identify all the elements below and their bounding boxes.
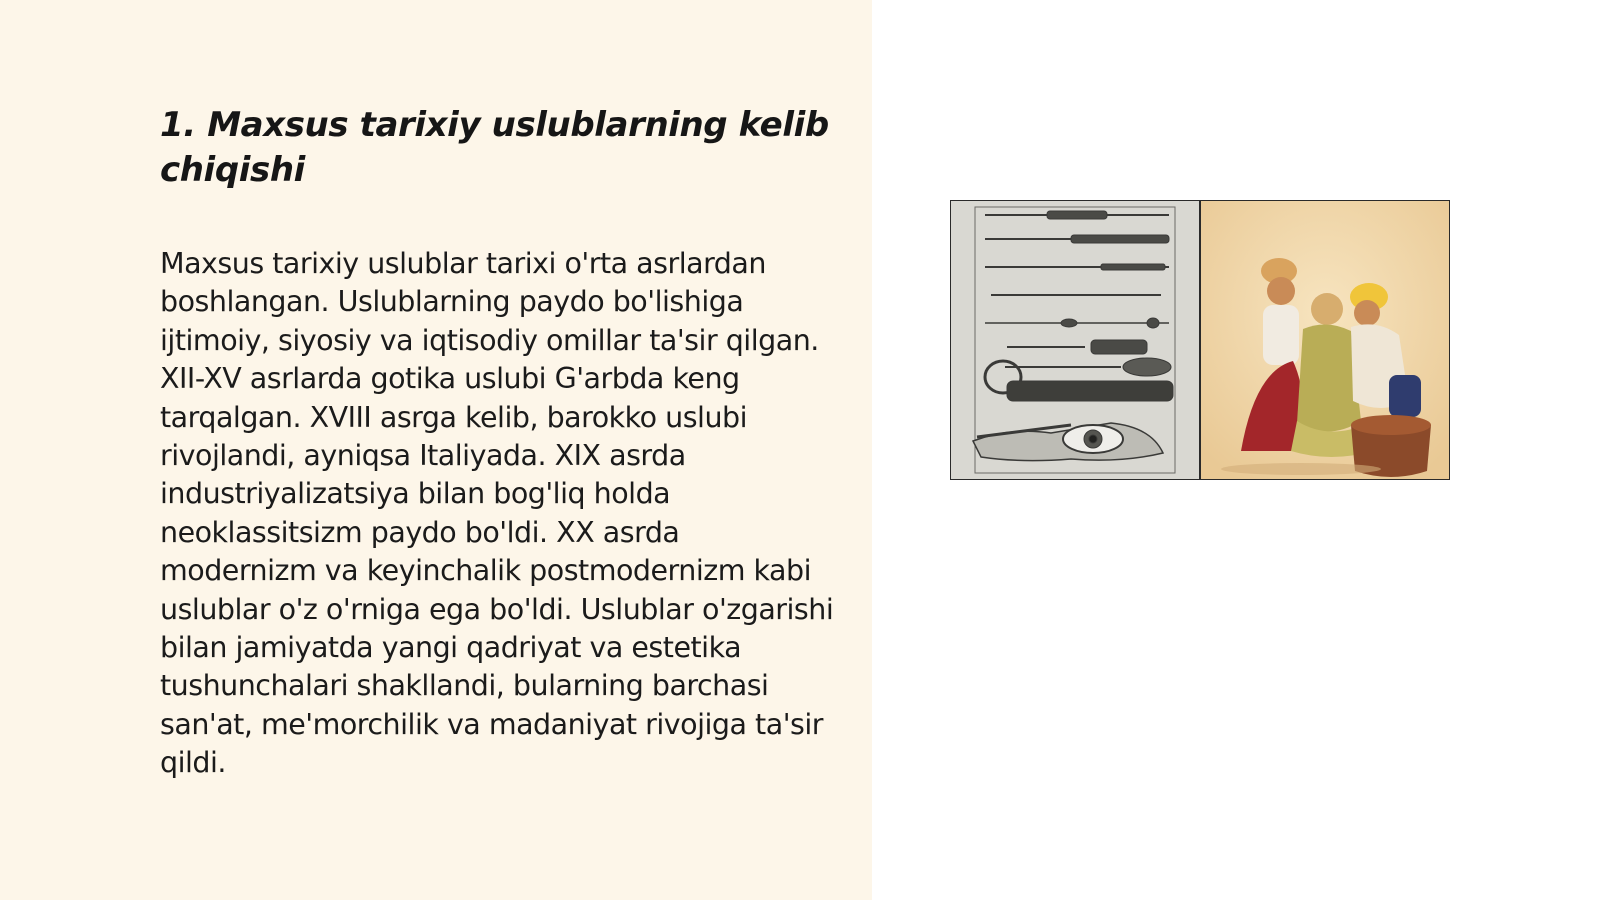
illustration-figure: [950, 200, 1450, 480]
slide-body-text: Maxsus tarixiy uslublar tarixi o'rta asrlardan boshlangan. Uslublarning paydo bo'lishiga ijtimoiy, siyosiy va iqtisodiy omillar ta'sir qilgan. XII-XV asrlarda gotika uslubi G'arbda keng tarqalgan. XVIII asrga kelib, barokko uslubi rivojlandi, ayniqsa Italiyada. XIX asrda industriyalizatsiya bilan bog'liq holda neoklassitsizm paydo bo'ldi. XX asrda modernizm va keyinchalik postmodernizm kabi uslublar o'z o'rniga ega bo'ldi. Uslublar o'zgarishi bilan jamiyatda yangi qadriyat va estetika tushunchalari shakllandi, bularning barchasi san'at, me'morchilik va madaniyat rivojiga ta'sir qildi.: [160, 247, 834, 780]
slide-title: 1. Maxsus tarixiy uslublarning kelib chiqishi: [160, 105, 829, 190]
surgical-instruments-engraving-icon: [951, 201, 1199, 479]
eye-surgery-painting-icon: [1201, 201, 1449, 479]
